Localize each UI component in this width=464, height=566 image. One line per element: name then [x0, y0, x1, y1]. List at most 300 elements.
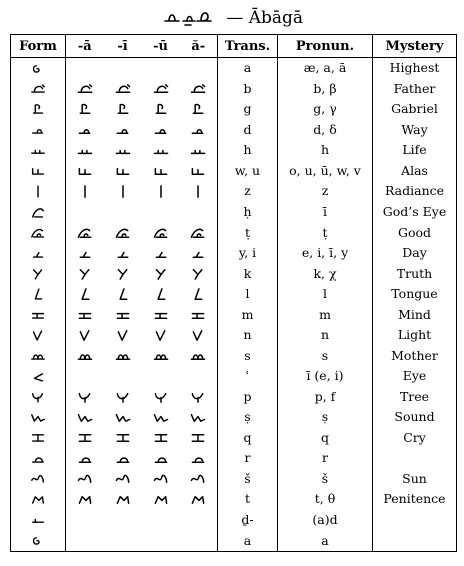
letter-gamal-icon — [30, 102, 46, 117]
form-cell — [11, 263, 66, 284]
letter-gamal-a-icon — [74, 102, 96, 117]
mystery-cell: Radiance — [384, 183, 445, 199]
pronunciation-cell: d, δ — [278, 120, 373, 141]
letter-at-e-icon — [187, 225, 209, 240]
letter-yud-icon — [30, 246, 46, 261]
letter-dushta-icon — [30, 122, 46, 137]
table-row — [11, 448, 457, 469]
form-cell — [11, 510, 66, 531]
vowel-e-cell — [180, 263, 218, 284]
letter-sadhe-u-icon — [150, 410, 172, 425]
vowel-i-cell — [104, 387, 142, 408]
mystery-cell: Penitence — [383, 491, 446, 507]
letter-zain-e-icon — [187, 184, 209, 199]
table-row — [11, 79, 457, 100]
table-row — [11, 510, 457, 531]
vowel-i-cell — [104, 140, 142, 161]
vowel-i-cell — [104, 243, 142, 264]
vowel-e-cell — [180, 304, 218, 325]
letter-at-u-icon — [150, 225, 172, 240]
vowel-e-cell — [180, 120, 218, 141]
vowel-u-cell — [142, 243, 180, 264]
vowel-i-cell — [104, 428, 142, 449]
vowel-a-cell — [66, 366, 104, 387]
table-row — [11, 489, 457, 510]
pronunciation-cell: m — [278, 304, 373, 325]
letter-bit-e-icon — [187, 81, 209, 96]
pronunciation-cell: n — [278, 325, 373, 346]
letter-pe-a-icon — [74, 389, 96, 404]
letter-resh-e-icon — [187, 451, 209, 466]
vowel-u-cell — [142, 510, 180, 531]
mystery-cell: Eye — [402, 368, 427, 384]
vowel-u-cell — [142, 304, 180, 325]
vowel-i-cell — [104, 120, 142, 141]
letter-ha-icon — [30, 143, 46, 158]
pronunciation-cell: s — [278, 345, 373, 366]
mandaic-title-word-icon — [161, 7, 215, 27]
vowel-a-cell — [66, 181, 104, 202]
pronunciation-cell: o, u, ū, w, v — [278, 161, 373, 182]
letter-ushenna-i-icon — [112, 163, 134, 178]
pronunciation-cell: š — [278, 469, 373, 490]
letter-at-i-icon — [112, 225, 134, 240]
letter-qaf-i-icon — [112, 430, 134, 445]
mystery-cell: Gabriel — [391, 101, 438, 117]
mystery-cell: Sun — [402, 470, 427, 486]
mystery-cell: Life — [402, 142, 427, 158]
vowel-e-cell — [180, 530, 218, 551]
pronunciation-cell: k, χ — [278, 263, 373, 284]
vowel-e-cell — [180, 325, 218, 346]
transliteration-cell: ḥ — [218, 202, 278, 223]
vowel-e-cell — [180, 345, 218, 366]
letter-nun-u-icon — [150, 328, 172, 343]
transliteration-cell: n — [218, 325, 278, 346]
letter-bit-icon — [30, 81, 46, 96]
vowel-i-cell — [104, 304, 142, 325]
pronunciation-cell: l — [278, 284, 373, 305]
vowel-a-cell — [66, 79, 104, 100]
header-mystery: Mystery — [373, 35, 457, 58]
letter-at-a-icon — [74, 225, 96, 240]
table-row — [11, 263, 457, 284]
transliteration-cell: l — [218, 284, 278, 305]
transliteration-cell: g — [218, 99, 278, 120]
letter-qaf-a-icon — [74, 430, 96, 445]
vowel-e-cell — [180, 469, 218, 490]
vowel-a-cell — [66, 304, 104, 325]
letter-ha-e-icon — [187, 143, 209, 158]
transliteration-cell: t — [218, 489, 278, 510]
vowel-i-cell — [104, 79, 142, 100]
vowel-e-cell — [180, 58, 218, 79]
vowel-a-cell — [66, 469, 104, 490]
letter-yud-a-icon — [74, 246, 96, 261]
pronunciation-cell: (a)d — [278, 510, 373, 531]
letter-lamadh-icon — [30, 287, 46, 302]
pronunciation-cell: g, γ — [278, 99, 373, 120]
vowel-e-cell — [180, 284, 218, 305]
letter-ushenna-e-icon — [187, 163, 209, 178]
form-cell — [11, 489, 66, 510]
pronunciation-cell: p, f — [278, 387, 373, 408]
pronunciation-cell: ī — [278, 202, 373, 223]
letter-qaf-u-icon — [150, 430, 172, 445]
vowel-i-cell — [104, 58, 142, 79]
mystery-cell: Cry — [403, 429, 426, 445]
letter-sadhe-a-icon — [74, 410, 96, 425]
form-cell — [11, 325, 66, 346]
mystery-cell — [373, 448, 457, 469]
letter-eh-icon — [30, 205, 46, 220]
vowel-i-cell — [104, 366, 142, 387]
table-row — [11, 304, 457, 325]
vowel-a-cell — [66, 325, 104, 346]
letter-taw-e-icon — [187, 492, 209, 507]
vowel-u-cell — [142, 387, 180, 408]
header-vowel-e: ă- — [180, 35, 218, 58]
vowel-u-cell — [142, 345, 180, 366]
letter-dushta-ligature-icon — [30, 512, 46, 527]
pronunciation-cell: z — [278, 181, 373, 202]
form-cell — [11, 407, 66, 428]
vowel-u-cell — [142, 428, 180, 449]
pronunciation-cell: ī (e, i) — [278, 366, 373, 387]
form-cell — [11, 366, 66, 387]
letter-shin-i-icon — [112, 471, 134, 486]
vowel-u-cell — [142, 99, 180, 120]
vowel-u-cell — [142, 58, 180, 79]
letter-lamadh-a-icon — [74, 287, 96, 302]
form-cell — [11, 530, 66, 551]
letter-zain-icon — [30, 184, 46, 199]
letter-mim-icon — [30, 307, 46, 322]
table-row — [11, 120, 457, 141]
letter-mim-i-icon — [112, 307, 134, 322]
letter-ha-i-icon — [112, 143, 134, 158]
vowel-i-cell — [104, 489, 142, 510]
vowel-e-cell — [180, 448, 218, 469]
transliteration-cell: h — [218, 140, 278, 161]
table-row — [11, 140, 457, 161]
vowel-u-cell — [142, 366, 180, 387]
vowel-i-cell — [104, 284, 142, 305]
letter-dushta-e-icon — [187, 122, 209, 137]
letter-yud-e-icon — [187, 246, 209, 261]
transliteration-cell: ṭ — [218, 222, 278, 243]
table-row — [11, 407, 457, 428]
vowel-i-cell — [104, 469, 142, 490]
table-row — [11, 222, 457, 243]
form-cell — [11, 345, 66, 366]
vowel-i-cell — [104, 99, 142, 120]
header-pronunciation: Pronun. — [278, 35, 373, 58]
pronunciation-cell: ṭ — [278, 222, 373, 243]
vowel-u-cell — [142, 448, 180, 469]
letter-yud-i-icon — [112, 246, 134, 261]
vowel-a-cell — [66, 345, 104, 366]
table-row — [11, 366, 457, 387]
table-row — [11, 387, 457, 408]
letter-yud-u-icon — [150, 246, 172, 261]
form-cell — [11, 304, 66, 325]
vowel-u-cell — [142, 263, 180, 284]
pronunciation-cell: a — [278, 530, 373, 551]
vowel-i-cell — [104, 345, 142, 366]
form-cell — [11, 58, 66, 79]
letter-sadhe-icon — [30, 410, 46, 425]
mystery-cell: Sound — [394, 409, 435, 425]
vowel-e-cell — [180, 181, 218, 202]
vowel-a-cell — [66, 243, 104, 264]
letter-resh-u-icon — [150, 451, 172, 466]
table-row — [11, 469, 457, 490]
pronunciation-cell: t, θ — [278, 489, 373, 510]
letter-at-icon — [30, 225, 46, 240]
vowel-a-cell — [66, 58, 104, 79]
vowel-i-cell — [104, 263, 142, 284]
form-cell — [11, 428, 66, 449]
letter-bit-u-icon — [150, 81, 172, 96]
mystery-cell: Day — [402, 245, 427, 261]
form-cell — [11, 469, 66, 490]
vowel-e-cell — [180, 202, 218, 223]
table-row — [11, 181, 457, 202]
header-vowel-i: -ī — [104, 35, 142, 58]
mystery-cell: Way — [401, 121, 428, 137]
transliteration-cell: a — [218, 530, 278, 551]
mystery-cell: Truth — [396, 265, 433, 281]
letter-pe-i-icon — [112, 389, 134, 404]
letter-gamal-i-icon — [112, 102, 134, 117]
mystery-cell: Father — [393, 80, 436, 96]
letter-resh-i-icon — [112, 451, 134, 466]
form-cell — [11, 140, 66, 161]
vowel-i-cell — [104, 407, 142, 428]
vowel-a-cell — [66, 161, 104, 182]
letter-qaf-icon — [30, 430, 46, 445]
pronunciation-cell: e, i, ī, y — [278, 243, 373, 264]
vowel-a-cell — [66, 448, 104, 469]
letter-zain-i-icon — [112, 184, 134, 199]
header-row — [11, 35, 457, 58]
vowel-a-cell — [66, 263, 104, 284]
title-separator: — — [226, 8, 244, 28]
letter-shin-u-icon — [150, 471, 172, 486]
table-row — [11, 161, 457, 182]
form-cell — [11, 202, 66, 223]
table-row — [11, 284, 457, 305]
page-title — [0, 6, 464, 30]
mystery-cell — [373, 510, 457, 531]
letter-halqa-icon — [30, 61, 46, 76]
vowel-u-cell — [142, 530, 180, 551]
letter-sadhe-e-icon — [187, 410, 209, 425]
letter-shin-e-icon — [187, 471, 209, 486]
transliteration-cell: q — [218, 428, 278, 449]
vowel-e-cell — [180, 99, 218, 120]
letter-sin-e-icon — [187, 348, 209, 363]
vowel-i-cell — [104, 202, 142, 223]
transliteration-cell: ḏ- — [218, 510, 278, 531]
header-vowel-a: -ā — [66, 35, 104, 58]
letter-taw-i-icon — [112, 492, 134, 507]
letter-shin-icon — [30, 471, 46, 486]
table-row — [11, 345, 457, 366]
table-row — [11, 428, 457, 449]
table-row — [11, 530, 457, 551]
letter-kaf-i-icon — [112, 266, 134, 281]
letter-taw-icon — [30, 492, 46, 507]
transliteration-cell: p — [218, 387, 278, 408]
vowel-e-cell — [180, 489, 218, 510]
letter-mim-e-icon — [187, 307, 209, 322]
letter-halqa-icon — [30, 533, 46, 548]
letter-resh-a-icon — [74, 451, 96, 466]
vowel-u-cell — [142, 222, 180, 243]
form-cell — [11, 243, 66, 264]
letter-taw-a-icon — [74, 492, 96, 507]
form-cell — [11, 222, 66, 243]
header-transliteration: Trans. — [218, 35, 278, 58]
vowel-e-cell — [180, 140, 218, 161]
letter-bit-i-icon — [112, 81, 134, 96]
vowel-a-cell — [66, 284, 104, 305]
vowel-a-cell — [66, 510, 104, 531]
letter-ha-u-icon — [150, 143, 172, 158]
vowel-a-cell — [66, 428, 104, 449]
vowel-u-cell — [142, 284, 180, 305]
pronunciation-cell: ṣ — [278, 407, 373, 428]
vowel-i-cell — [104, 181, 142, 202]
header-vowel-u: -ū — [142, 35, 180, 58]
vowel-u-cell — [142, 79, 180, 100]
vowel-a-cell — [66, 489, 104, 510]
transliteration-cell: s — [218, 345, 278, 366]
letter-gamal-u-icon — [150, 102, 172, 117]
vowel-u-cell — [142, 202, 180, 223]
letter-sadhe-i-icon — [112, 410, 134, 425]
letter-nun-icon — [30, 328, 46, 343]
vowel-e-cell — [180, 366, 218, 387]
pronunciation-cell: æ, a, ā — [278, 58, 373, 79]
form-cell — [11, 181, 66, 202]
vowel-a-cell — [66, 120, 104, 141]
vowel-a-cell — [66, 530, 104, 551]
letter-sin-i-icon — [112, 348, 134, 363]
letter-gamal-e-icon — [187, 102, 209, 117]
form-cell — [11, 79, 66, 100]
transliteration-cell: k — [218, 263, 278, 284]
transliteration-cell: r — [218, 448, 278, 469]
letter-zain-u-icon — [150, 184, 172, 199]
form-cell — [11, 284, 66, 305]
mystery-cell: Alas — [401, 162, 428, 178]
pronunciation-cell: r — [278, 448, 373, 469]
form-cell — [11, 161, 66, 182]
transliteration-cell: š — [218, 469, 278, 490]
letter-nun-e-icon — [187, 328, 209, 343]
table-row — [11, 202, 457, 223]
table-row — [11, 58, 457, 79]
form-cell — [11, 99, 66, 120]
letter-qaf-e-icon — [187, 430, 209, 445]
letter-ha-a-icon — [74, 143, 96, 158]
letter-dushta-i-icon — [112, 122, 134, 137]
vowel-e-cell — [180, 222, 218, 243]
letter-resh-icon — [30, 451, 46, 466]
vowel-e-cell — [180, 243, 218, 264]
letter-mim-a-icon — [74, 307, 96, 322]
vowel-i-cell — [104, 530, 142, 551]
letter-lamadh-i-icon — [112, 287, 134, 302]
vowel-a-cell — [66, 202, 104, 223]
mystery-cell: God’s Eye — [382, 204, 447, 219]
letter-kaf-u-icon — [150, 266, 172, 281]
vowel-e-cell — [180, 407, 218, 428]
vowel-a-cell — [66, 140, 104, 161]
transliteration-cell: m — [218, 304, 278, 325]
transliteration-cell: y, i — [218, 243, 278, 264]
letter-nun-i-icon — [112, 328, 134, 343]
transliteration-cell: d — [218, 120, 278, 141]
vowel-u-cell — [142, 325, 180, 346]
letter-zain-a-icon — [74, 184, 96, 199]
table-row — [11, 325, 457, 346]
letter-ushenna-u-icon — [150, 163, 172, 178]
form-cell — [11, 120, 66, 141]
vowel-a-cell — [66, 407, 104, 428]
letter-kaf-e-icon — [187, 266, 209, 281]
letter-mim-u-icon — [150, 307, 172, 322]
alphabet-table — [10, 34, 457, 552]
letter-lamadh-u-icon — [150, 287, 172, 302]
vowel-i-cell — [104, 448, 142, 469]
transliteration-cell: b — [218, 79, 278, 100]
letter-shin-a-icon — [74, 471, 96, 486]
header-form: Form — [11, 35, 66, 58]
pronunciation-cell: q — [278, 428, 373, 449]
letter-pe-e-icon — [187, 389, 209, 404]
letter-taw-u-icon — [150, 492, 172, 507]
letter-kaf-icon — [30, 266, 46, 281]
letter-sin-icon — [30, 348, 46, 363]
vowel-u-cell — [142, 140, 180, 161]
letter-sin-a-icon — [74, 348, 96, 363]
vowel-i-cell — [104, 510, 142, 531]
vowel-a-cell — [66, 222, 104, 243]
vowel-e-cell — [180, 510, 218, 531]
vowel-e-cell — [180, 428, 218, 449]
table-row — [11, 99, 457, 120]
mystery-cell: Good — [397, 224, 432, 240]
transliteration-cell: z — [218, 181, 278, 202]
vowel-e-cell — [180, 79, 218, 100]
transliteration-cell: ʿ — [218, 366, 278, 387]
vowel-u-cell — [142, 161, 180, 182]
letter-sin-u-icon — [150, 348, 172, 363]
table-row — [11, 243, 457, 264]
vowel-i-cell — [104, 161, 142, 182]
pronunciation-cell: h — [278, 140, 373, 161]
vowel-i-cell — [104, 222, 142, 243]
vowel-e-cell — [180, 161, 218, 182]
letter-kaf-a-icon — [74, 266, 96, 281]
transliteration-cell: ṣ — [218, 407, 278, 428]
mystery-cell: Tongue — [391, 286, 438, 302]
pronunciation-cell: b, β — [278, 79, 373, 100]
